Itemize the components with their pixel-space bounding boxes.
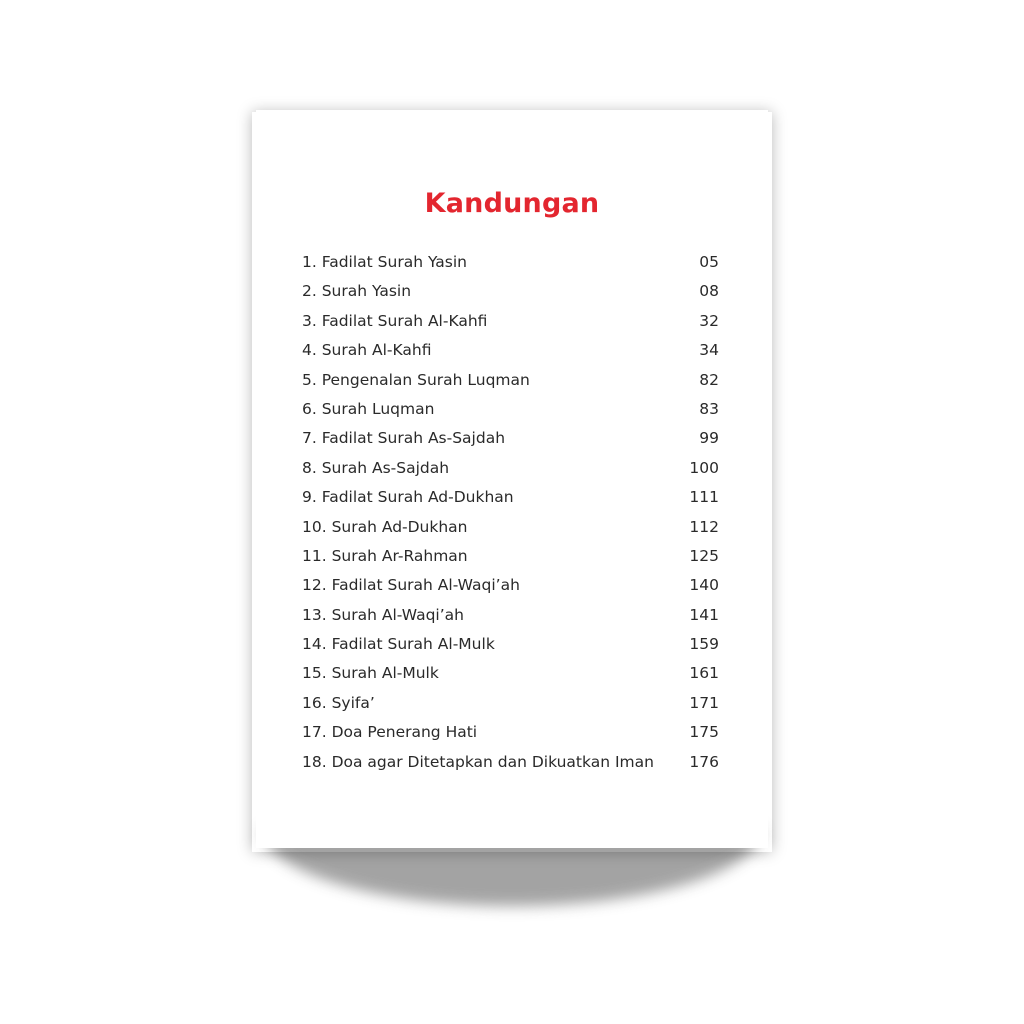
toc-entry-page-number: 125	[689, 546, 719, 565]
toc-entry	[302, 456, 722, 485]
toc-entry	[302, 426, 722, 455]
toc-entry-page-number: 159	[689, 635, 719, 654]
toc-entry	[302, 485, 722, 514]
toc-entry	[302, 397, 722, 426]
toc-entry-page-number: 161	[689, 664, 719, 683]
toc-entry-page-number: 34	[699, 341, 719, 360]
toc-entry-label: 2. Surah Yasin	[302, 282, 412, 301]
toc-entry-label: 6. Surah Luqman	[302, 399, 435, 418]
toc-entry	[302, 338, 722, 367]
table-of-contents	[302, 250, 722, 779]
toc-entry-page-number: 82	[699, 370, 719, 389]
toc-entry	[302, 661, 722, 690]
toc-entry-label: 16. Syifa’	[302, 693, 375, 712]
toc-entry-page-number: 100	[689, 458, 719, 477]
toc-entry-label: 4. Surah Al-Kahfi	[302, 341, 432, 360]
toc-entry-page-number: 171	[689, 693, 719, 712]
toc-entry	[302, 720, 722, 749]
toc-entry	[302, 515, 722, 544]
toc-entry-page-number: 112	[689, 517, 719, 536]
toc-entry-label: 17. Doa Penerang Hati	[302, 723, 478, 742]
toc-entry-label: 5. Pengenalan Surah Luqman	[302, 370, 530, 389]
toc-entry	[302, 632, 722, 661]
toc-entry-page-number: 99	[699, 429, 719, 448]
toc-entry-page-number: 83	[699, 399, 719, 418]
toc-entry	[302, 573, 722, 602]
toc-entry	[302, 750, 722, 779]
toc-entry-page-number: 111	[689, 488, 719, 507]
toc-entry-page-number: 175	[689, 723, 719, 742]
toc-entry	[302, 309, 722, 338]
toc-entry-page-number: 08	[699, 282, 719, 301]
toc-entry-label: 11. Surah Ar-Rahman	[302, 546, 468, 565]
toc-entry-label: 3. Fadilat Surah Al-Kahfi	[302, 311, 488, 330]
toc-entry	[302, 250, 722, 279]
toc-entry	[302, 279, 722, 308]
toc-entry-page-number: 140	[689, 576, 719, 595]
toc-entry-label: 14. Fadilat Surah Al-Mulk	[302, 635, 495, 654]
toc-entry-page-number: 176	[689, 752, 719, 771]
toc-entry-label: 8. Surah As-Sajdah	[302, 458, 450, 477]
toc-entry	[302, 691, 722, 720]
toc-entry-page-number: 05	[699, 253, 719, 271]
toc-entry-page-number: 141	[689, 605, 719, 624]
toc-entry-label: 15. Surah Al-Mulk	[302, 664, 439, 683]
toc-entry-label: 1. Fadilat Surah Yasin	[302, 253, 467, 271]
page-title: Kandungan	[424, 188, 600, 220]
toc-entry	[302, 544, 722, 573]
toc-entry	[302, 603, 722, 632]
toc-entry-label: 7. Fadilat Surah As-Sajdah	[302, 429, 506, 448]
toc-entry-page-number: 32	[699, 311, 719, 330]
toc-entry-label: 13. Surah Al-Waqi’ah	[302, 605, 464, 624]
toc-entry-label: 10. Surah Ad-Dukhan	[302, 517, 468, 536]
toc-entry-label: 9. Fadilat Surah Ad-Dukhan	[302, 488, 514, 507]
toc-entry-label: 12. Fadilat Surah Al-Waqi’ah	[302, 576, 520, 595]
toc-entry-label: 18. Doa agar Ditetapkan dan Dikuatkan Iman	[302, 752, 654, 771]
toc-entry	[302, 368, 722, 397]
